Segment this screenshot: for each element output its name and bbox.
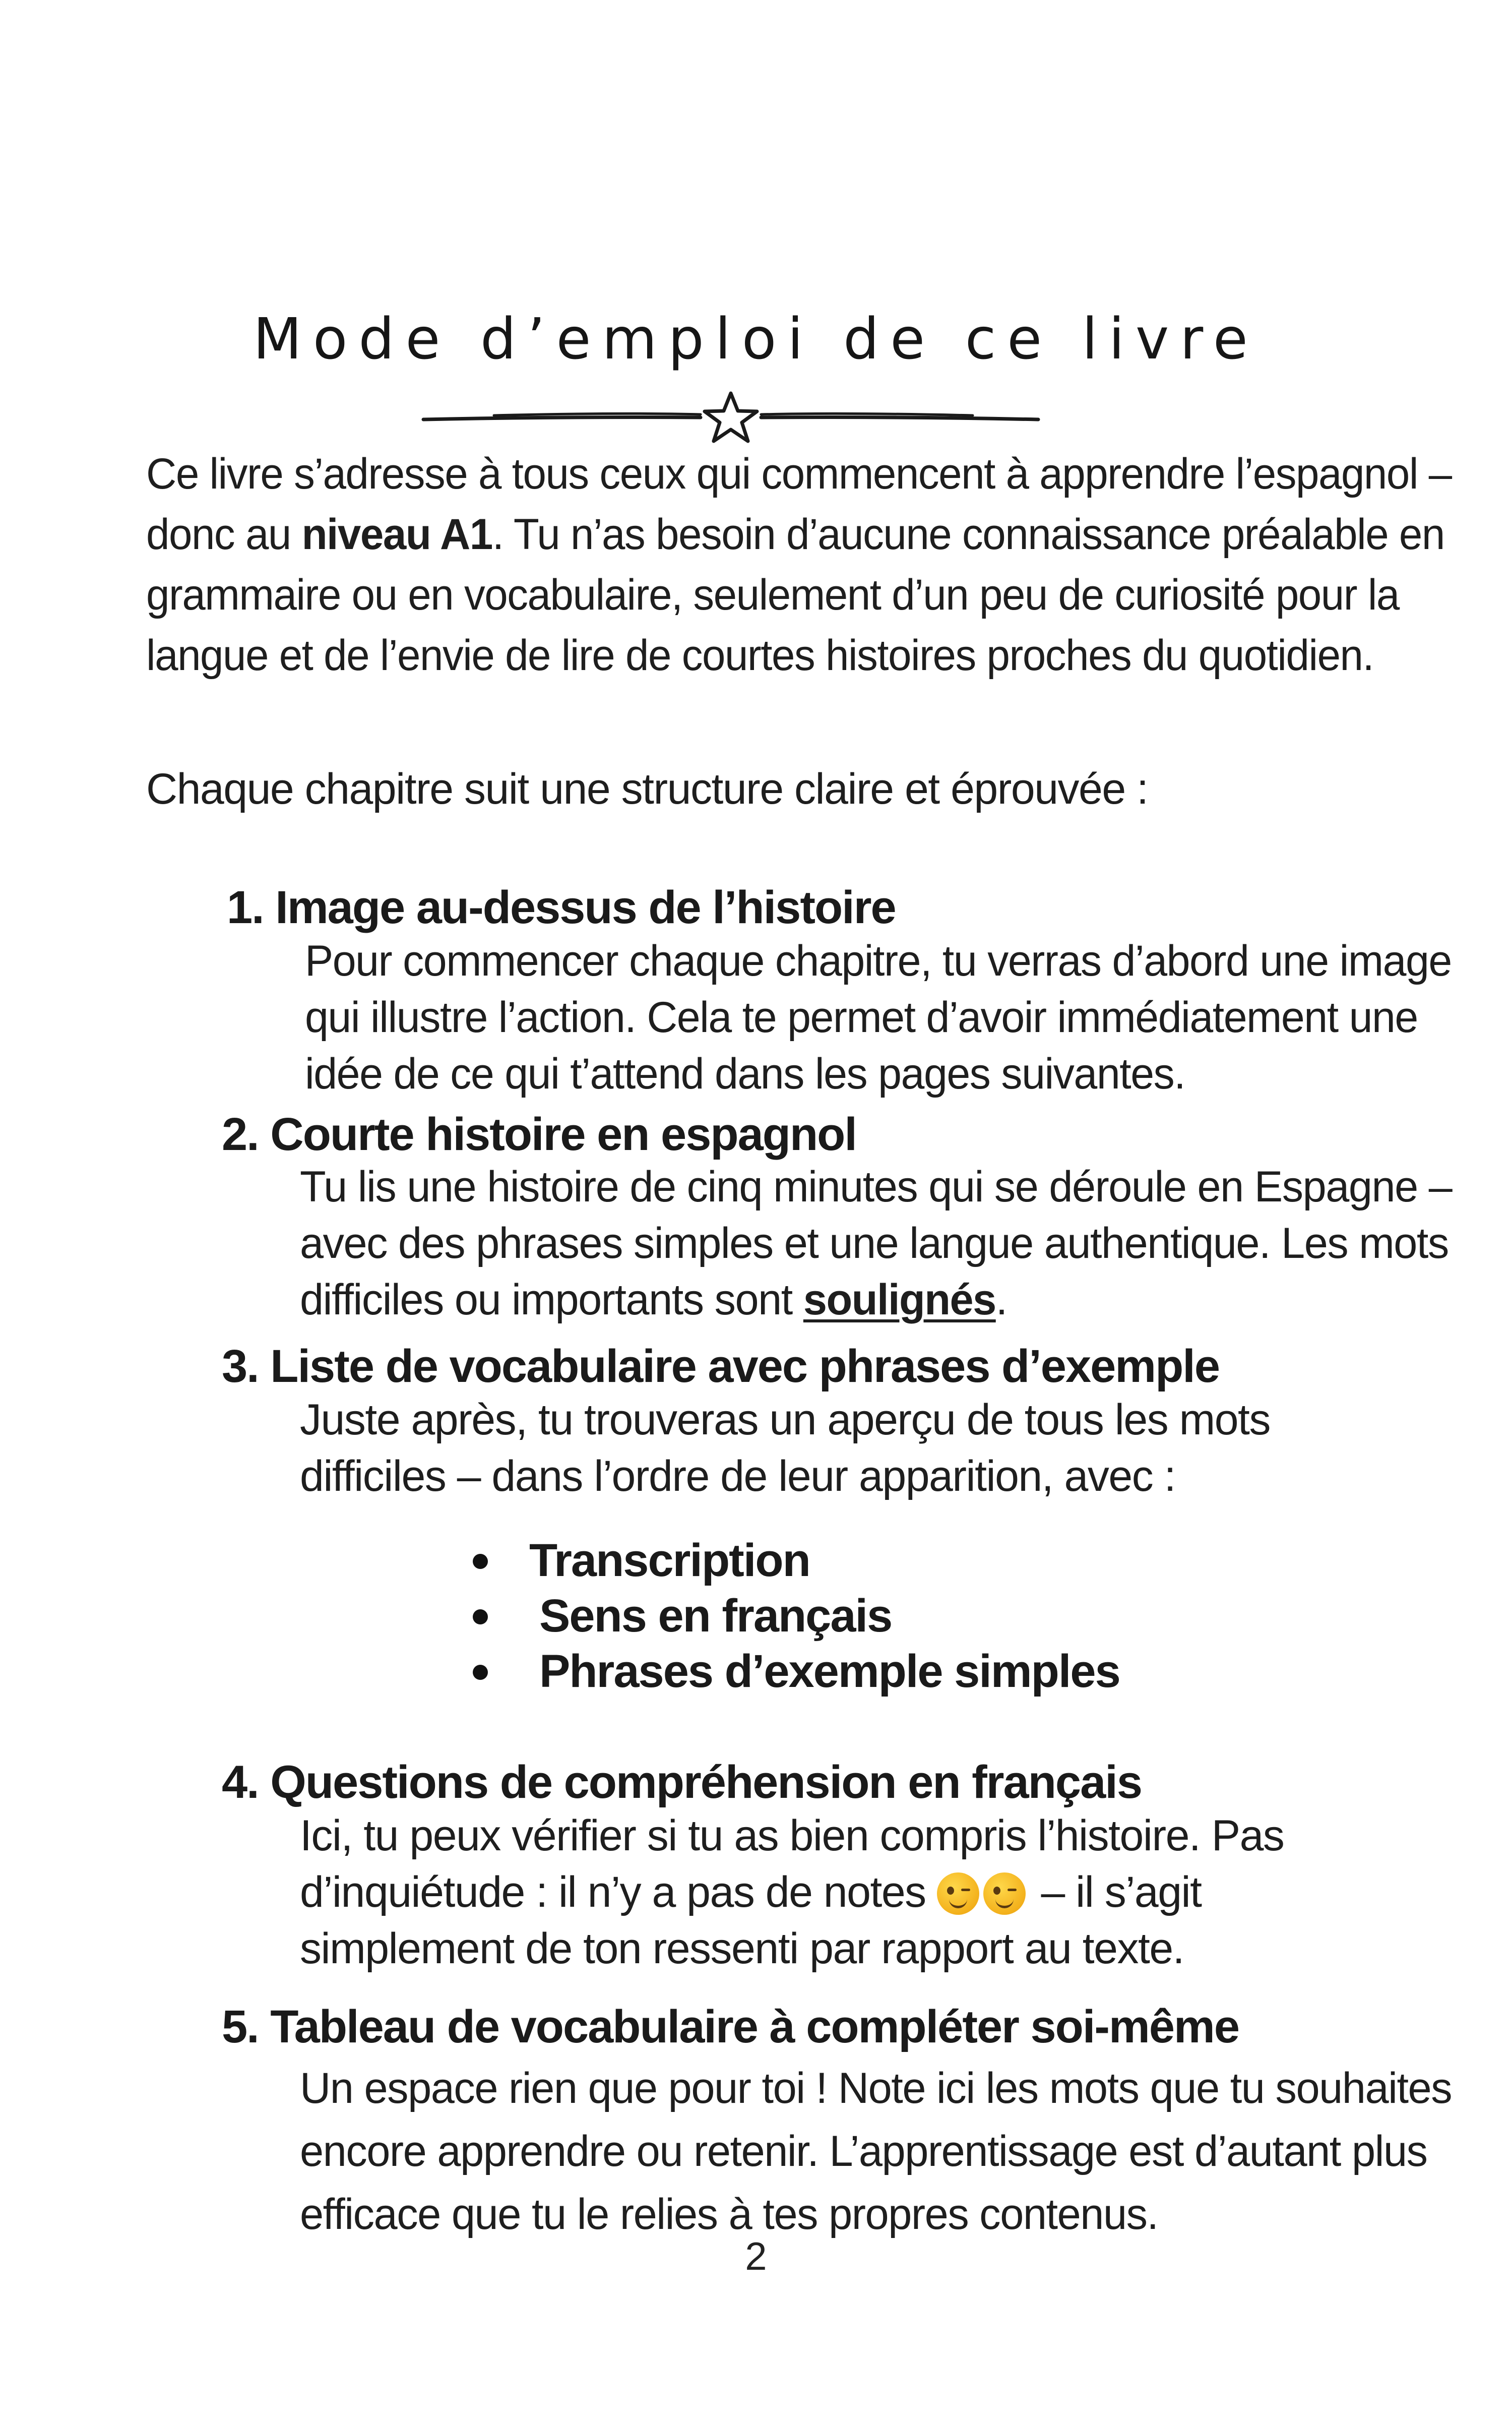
winking-face-icon	[937, 1872, 979, 1915]
structure-line: Chaque chapitre suit une structure claire et éprouvée :	[146, 765, 1148, 813]
item-2-body: Tu lis une histoire de cinq minutes qui se déroule en Espagne – avec des phrases simples et une langue authentique. Les mots difficiles ou importants sont soulignés.	[300, 1163, 1452, 1324]
item-5-body: Un espace rien que pour toi ! Note ici les mots que tu souhaites encore apprendre ou retenir. L’apprentissage est d’autant plus efficace que tu le relies à tes propres contenus.	[300, 2064, 1452, 2238]
item-4-heading: 4. Questions de compréhension en français	[222, 1757, 1142, 1808]
intro-line: langue et de l’envie de lire de courtes histoires proches du quotidien.	[146, 631, 1374, 680]
winking-face-icon	[983, 1872, 1026, 1915]
page-number: 2	[745, 2234, 767, 2278]
item-1-heading: 1. Image au-dessus de l’histoire	[227, 882, 896, 933]
bullet-dot	[473, 1665, 488, 1680]
star-divider-icon	[418, 383, 1043, 449]
level-label: niveau A1	[301, 510, 492, 559]
underlined-word: soulignés	[803, 1276, 996, 1324]
page-title: Mode d’emploi de ce livre	[253, 307, 1259, 372]
item-1-body: Pour commencer chaque chapitre, tu verras d’abord une image qui illustre l’action. Cela te permet d’avoir immédiatement une idée de ce qui t’attend dans les pages suivantes.	[305, 937, 1452, 1098]
intro-line: grammaire ou en vocabulaire, seulement d’un peu de curiosité pour la	[146, 571, 1399, 619]
item-3-body: Juste après, tu trouveras un aperçu de tous les mots difficiles – dans l’ordre de leur apparition, avec :	[300, 1396, 1270, 1500]
bullet-dot	[473, 1609, 488, 1624]
item-3-heading: 3. Liste de vocabulaire avec phrases d’exemple	[222, 1341, 1220, 1392]
bullet-item: Sens en français	[539, 1590, 892, 1642]
bullet-item: Transcription	[529, 1535, 810, 1586]
item-4-body: Ici, tu peux vérifier si tu as bien compris l’histoire. Pas d’inquiétude : il n’y a pas de notes – il s’agit simplement de ton ressenti par rapport au texte.	[300, 1811, 1284, 1973]
intro-line: donc au niveau A1. Tu n’as besoin d’aucune connaissance préalable en	[146, 510, 1444, 559]
bullet-dot	[473, 1554, 488, 1569]
intro-paragraph	[146, 444, 1452, 686]
item-2-heading: 2. Courte histoire en espagnol	[222, 1109, 856, 1160]
bullet-item: Phrases d’exemple simples	[539, 1646, 1120, 1697]
intro-line: Ce livre s’adresse à tous ceux qui commencent à apprendre l’espagnol –	[146, 450, 1452, 498]
item-5-heading: 5. Tableau de vocabulaire à compléter soi-même	[222, 2001, 1239, 2052]
